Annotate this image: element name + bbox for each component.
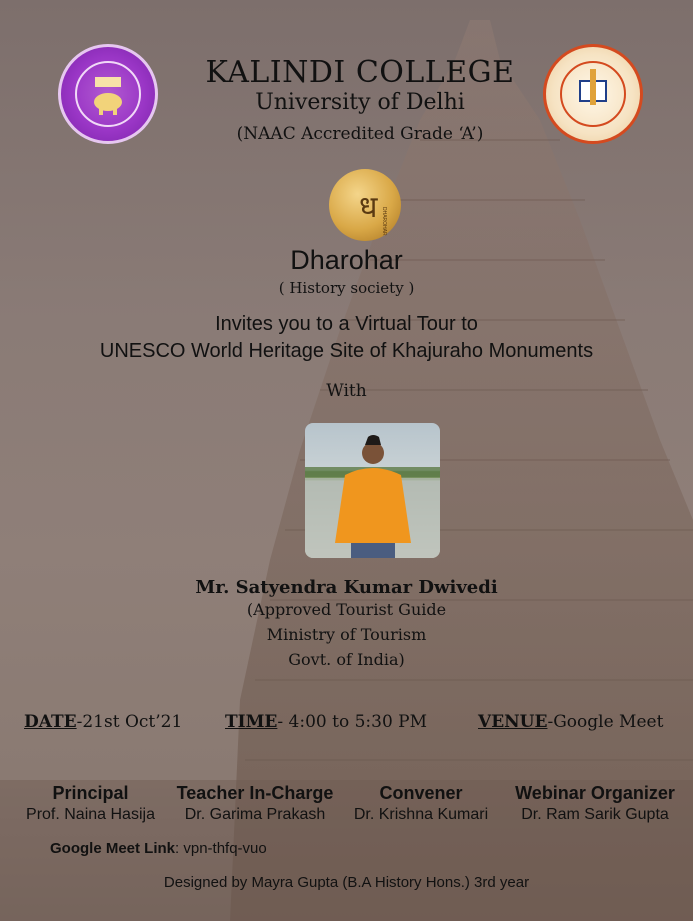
- organizer-convener: [340, 783, 502, 824]
- accreditation: (NAAC Accredited Grade ‘A’): [236, 124, 484, 144]
- organizer-role: Webinar Organizer: [515, 783, 675, 803]
- speaker-portrait-icon: [305, 423, 440, 558]
- university-name: University of Delhi: [255, 90, 465, 115]
- time-label: TIME: [225, 712, 278, 732]
- organizer-person: Prof. Naina Hasija: [26, 806, 155, 823]
- organizer-principal: [8, 783, 173, 824]
- dharohar-emblem-icon: [329, 169, 401, 241]
- venue-value: -Google Meet: [547, 712, 664, 732]
- date-value: -21st Oct’21: [76, 712, 183, 732]
- event-venue: [478, 712, 663, 732]
- invitation-line-2: UNESCO World Heritage Site of Khajuraho Monuments: [99, 340, 594, 362]
- meet-link: [50, 840, 267, 857]
- society-name: Dharohar: [290, 245, 403, 275]
- svg-text:DHAROHAR: DHAROHAR: [381, 207, 387, 236]
- event-time: [225, 712, 427, 732]
- organizer-role: Principal: [52, 783, 129, 803]
- meet-link-label: Google Meet Link: [50, 840, 176, 857]
- designer-credit: Designed by Mayra Gupta (B.A History Hons.) 3rd year: [163, 874, 530, 891]
- date-label: DATE: [24, 712, 77, 732]
- venue-label: VENUE: [478, 712, 548, 732]
- organizer-teacher-in-charge: [165, 783, 345, 824]
- event-date: [24, 712, 182, 732]
- with-text: With: [326, 381, 367, 401]
- speaker-photo: [305, 423, 440, 558]
- speaker-designation: (Approved Tourist Guide: [246, 600, 447, 619]
- organizer-person: Dr. Ram Sarik Gupta: [521, 806, 669, 823]
- meet-link-value[interactable]: : vpn-thfq-vuo: [175, 840, 267, 857]
- organizer-person: Dr. Krishna Kumari: [353, 806, 489, 823]
- organizer-role: Convener: [379, 783, 463, 803]
- kalindi-college-logo: [543, 44, 643, 144]
- speaker-government: Govt. of India): [288, 650, 405, 669]
- organizer-webinar: [500, 783, 690, 824]
- speaker-ministry: Ministry of Tourism: [266, 625, 427, 644]
- organizer-role: Teacher In-Charge: [176, 783, 334, 803]
- invitation-line-1: Invites you to a Virtual Tour to: [215, 313, 478, 335]
- speaker-name: Mr. Satyendra Kumar Dwivedi: [195, 577, 498, 598]
- college-seal-icon: [546, 47, 640, 141]
- svg-text:ध: ध: [359, 190, 378, 225]
- university-of-delhi-logo: [58, 44, 158, 144]
- society-subtitle: ( History society ): [278, 279, 415, 297]
- organizer-person: Dr. Garima Prakash: [184, 806, 326, 823]
- college-name: KALINDI COLLEGE: [205, 55, 515, 90]
- time-value: - 4:00 to 5:30 PM: [277, 712, 428, 732]
- dharohar-logo: [329, 169, 401, 241]
- university-seal-icon: [61, 47, 155, 141]
